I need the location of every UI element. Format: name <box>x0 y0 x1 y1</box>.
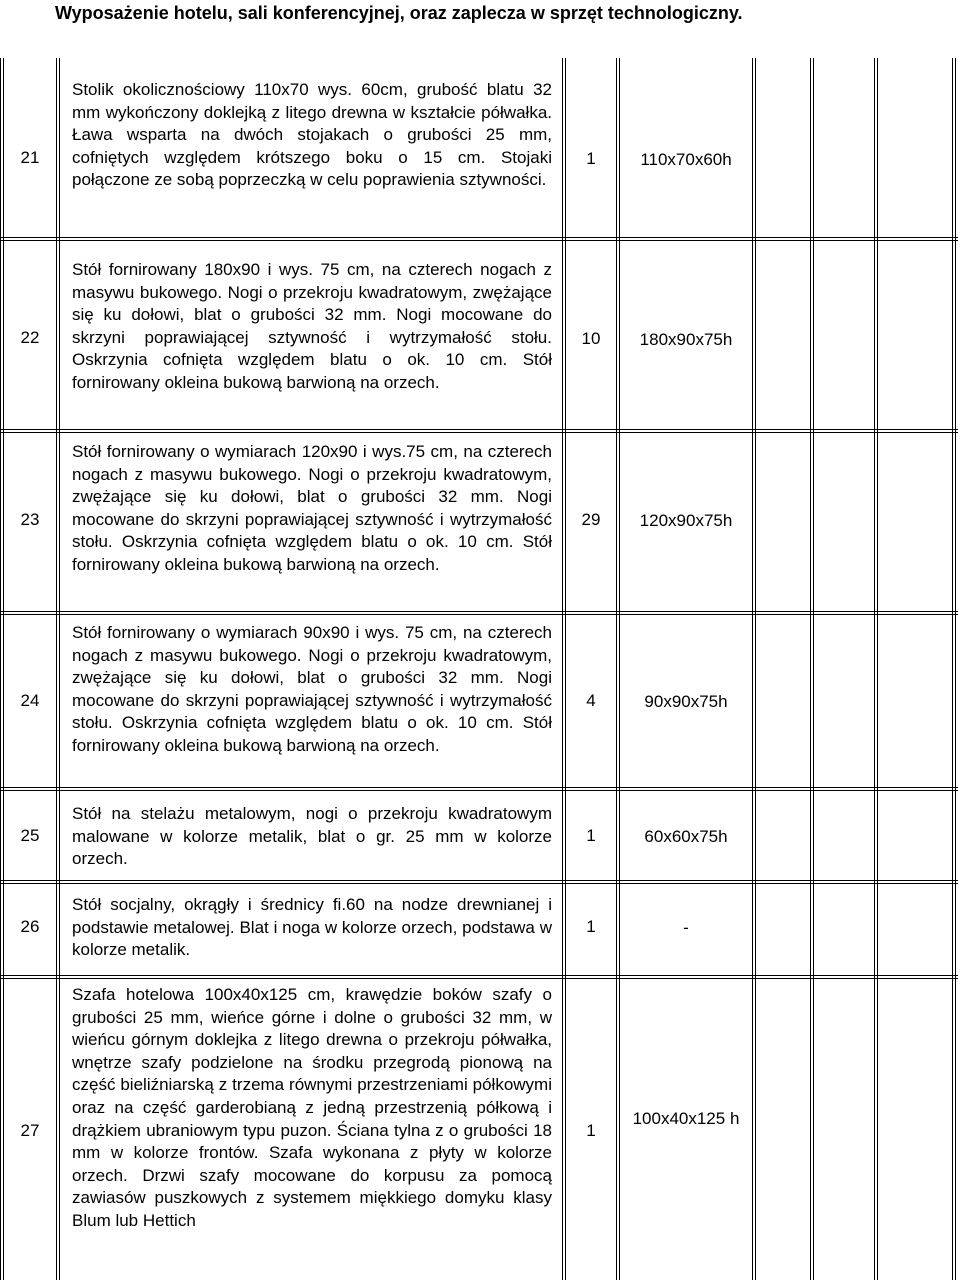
row-number: 27 <box>20 1121 40 1140</box>
row-description: Stół fornirowany 180x90 i wys. 75 cm, na czterech nogach z masywu bukowego. Nogi o przekroju kwadratowym, zwężające się ku dołowi, blat o grubości 32 mm. Nogi mocowane do skrzyni poprawiającej sztywność i wytrzymałość stołu. Oskrzynia cofnięta względem blatu o ok. 10 cm. Stół fornirowany okleina bukową barwioną na orzech. <box>72 260 552 392</box>
row-dimensions: 110x70x60h <box>640 150 732 169</box>
row-divider <box>0 880 958 881</box>
grid-line <box>755 58 756 1280</box>
grid-line <box>813 58 814 1280</box>
grid-line <box>874 58 875 1280</box>
row-description: Stół socjalny, okrągły i średnicy fi.60 na nodze drewnianej i podstawie metalowej. Blat i noga w kolorze orzech, podstawa w kolorze metalik. <box>72 895 552 960</box>
row-divider <box>0 978 958 979</box>
row-dimensions: 120x90x75h <box>639 511 733 530</box>
row-description: Stół fornirowany o wymiarach 120x90 i wys.75 cm, na czterech nogach z masywu bukowego. Nogi o przekroju kwadratowym, zwężające się ku dołowi, blat o grubości 32 mm. Nogi mocowane do skrzyni poprawiającej sztywność i wytrzymałość stołu. Oskrzynia cofnięta względem blatu o ok. 10 cm. Stół fornirowany okleina bukową barwioną na orzech. <box>72 442 552 574</box>
row-dimensions: 90x90x75h <box>644 692 728 711</box>
grid-line <box>877 58 878 1280</box>
grid-line <box>752 58 753 1280</box>
grid-line <box>616 58 617 1280</box>
row-quantity: 29 <box>581 510 601 529</box>
row-number: 23 <box>20 510 40 529</box>
row-divider <box>0 237 958 238</box>
row-divider <box>0 883 958 884</box>
row-dimensions: 60x60x75h <box>644 827 728 846</box>
row-quantity: 1 <box>586 917 596 936</box>
row-divider <box>0 790 958 791</box>
row-divider <box>0 614 958 615</box>
row-description: Stół fornirowany o wymiarach 90x90 i wys. 75 cm, na czterech nogach z masywu bukowego. Nogi o przekroju kwadratowym, zwężające się ku dołowi, blat o grubości 32 mm. Nogi mocowane do skrzyni poprawiającej sztywność i wytrzymałość stołu. Oskrzynia cofnięta względem blatu o ok. 10 cm. Stół fornirowany okleina bukową barwioną na orzech. <box>72 623 552 755</box>
row-description: Stół na stelażu metalowym, nogi o przekroju kwadratowym malowane w kolorze metalik, blat o gr. 25 mm w kolorze orzech. <box>72 804 552 869</box>
grid-line <box>56 58 57 1280</box>
row-description: Szafa hotelowa 100x40x125 cm, krawędzie boków szafy o grubości 25 mm, wieńce górne i dolne o grubości 32 mm, w wieńcu górnym doklejka z litego drewna o przekroju półwałka, wnętrze szafy podzielone na środku przegrodą pionową na część bieliźniarską z trzema równymi przestrzeniami półkowymi oraz na część garderobianą z jedną przestrzenią półkową i drążkiem ubraniowym typu puzon. Ściana tylna z o grubości 18 mm w kolorze frontów. Szafa wykonana z płyty w kolorze orzech. Drzwi szafy mocowane do korpusu za pomocą zawiasów puszkowych z systemem miękkiego domyku klasy Blum lub Hettich <box>72 985 552 1230</box>
row-number: 26 <box>20 917 40 936</box>
row-divider <box>0 975 958 976</box>
grid-line <box>565 58 566 1280</box>
row-divider <box>0 432 958 433</box>
grid-line <box>952 58 953 1280</box>
row-divider <box>0 611 958 612</box>
grid-line <box>562 58 563 1280</box>
grid-line <box>3 58 4 1280</box>
row-divider <box>0 429 958 430</box>
row-number: 24 <box>20 691 40 710</box>
grid-line <box>0 58 1 1280</box>
row-dimensions: 180x90x75h <box>639 330 733 349</box>
row-quantity: 1 <box>586 1121 596 1140</box>
grid-line <box>59 58 60 1280</box>
grid-line <box>619 58 620 1280</box>
row-divider <box>0 240 958 241</box>
row-number: 21 <box>20 148 40 167</box>
row-description: Stolik okolicznościowy 110x70 wys. 60cm, grubość blatu 32 mm wykończony doklejką z litego drewna w kształcie półwałka. Ława wsparta na dwóch stojakach o grubości 25 mm, cofniętych względem krótszego boku o 15 cm. Stojaki połączone ze sobą poprzeczką w celu poprawienia sztywności. <box>72 80 552 190</box>
grid-line <box>810 58 811 1280</box>
row-dimensions: - <box>683 918 689 937</box>
row-divider <box>0 787 958 788</box>
row-dimensions: 100x40x125 h <box>632 1109 740 1128</box>
row-quantity: 1 <box>586 149 596 168</box>
page-title: Wyposażenie hotelu, sali konferencyjnej, oraz zaplecza w sprzęt technologiczny. <box>55 3 743 23</box>
row-quantity: 1 <box>586 826 596 845</box>
grid-line <box>955 58 956 1280</box>
row-number: 22 <box>20 328 40 347</box>
row-quantity: 4 <box>586 691 596 710</box>
row-quantity: 10 <box>581 329 601 348</box>
row-number: 25 <box>20 826 40 845</box>
